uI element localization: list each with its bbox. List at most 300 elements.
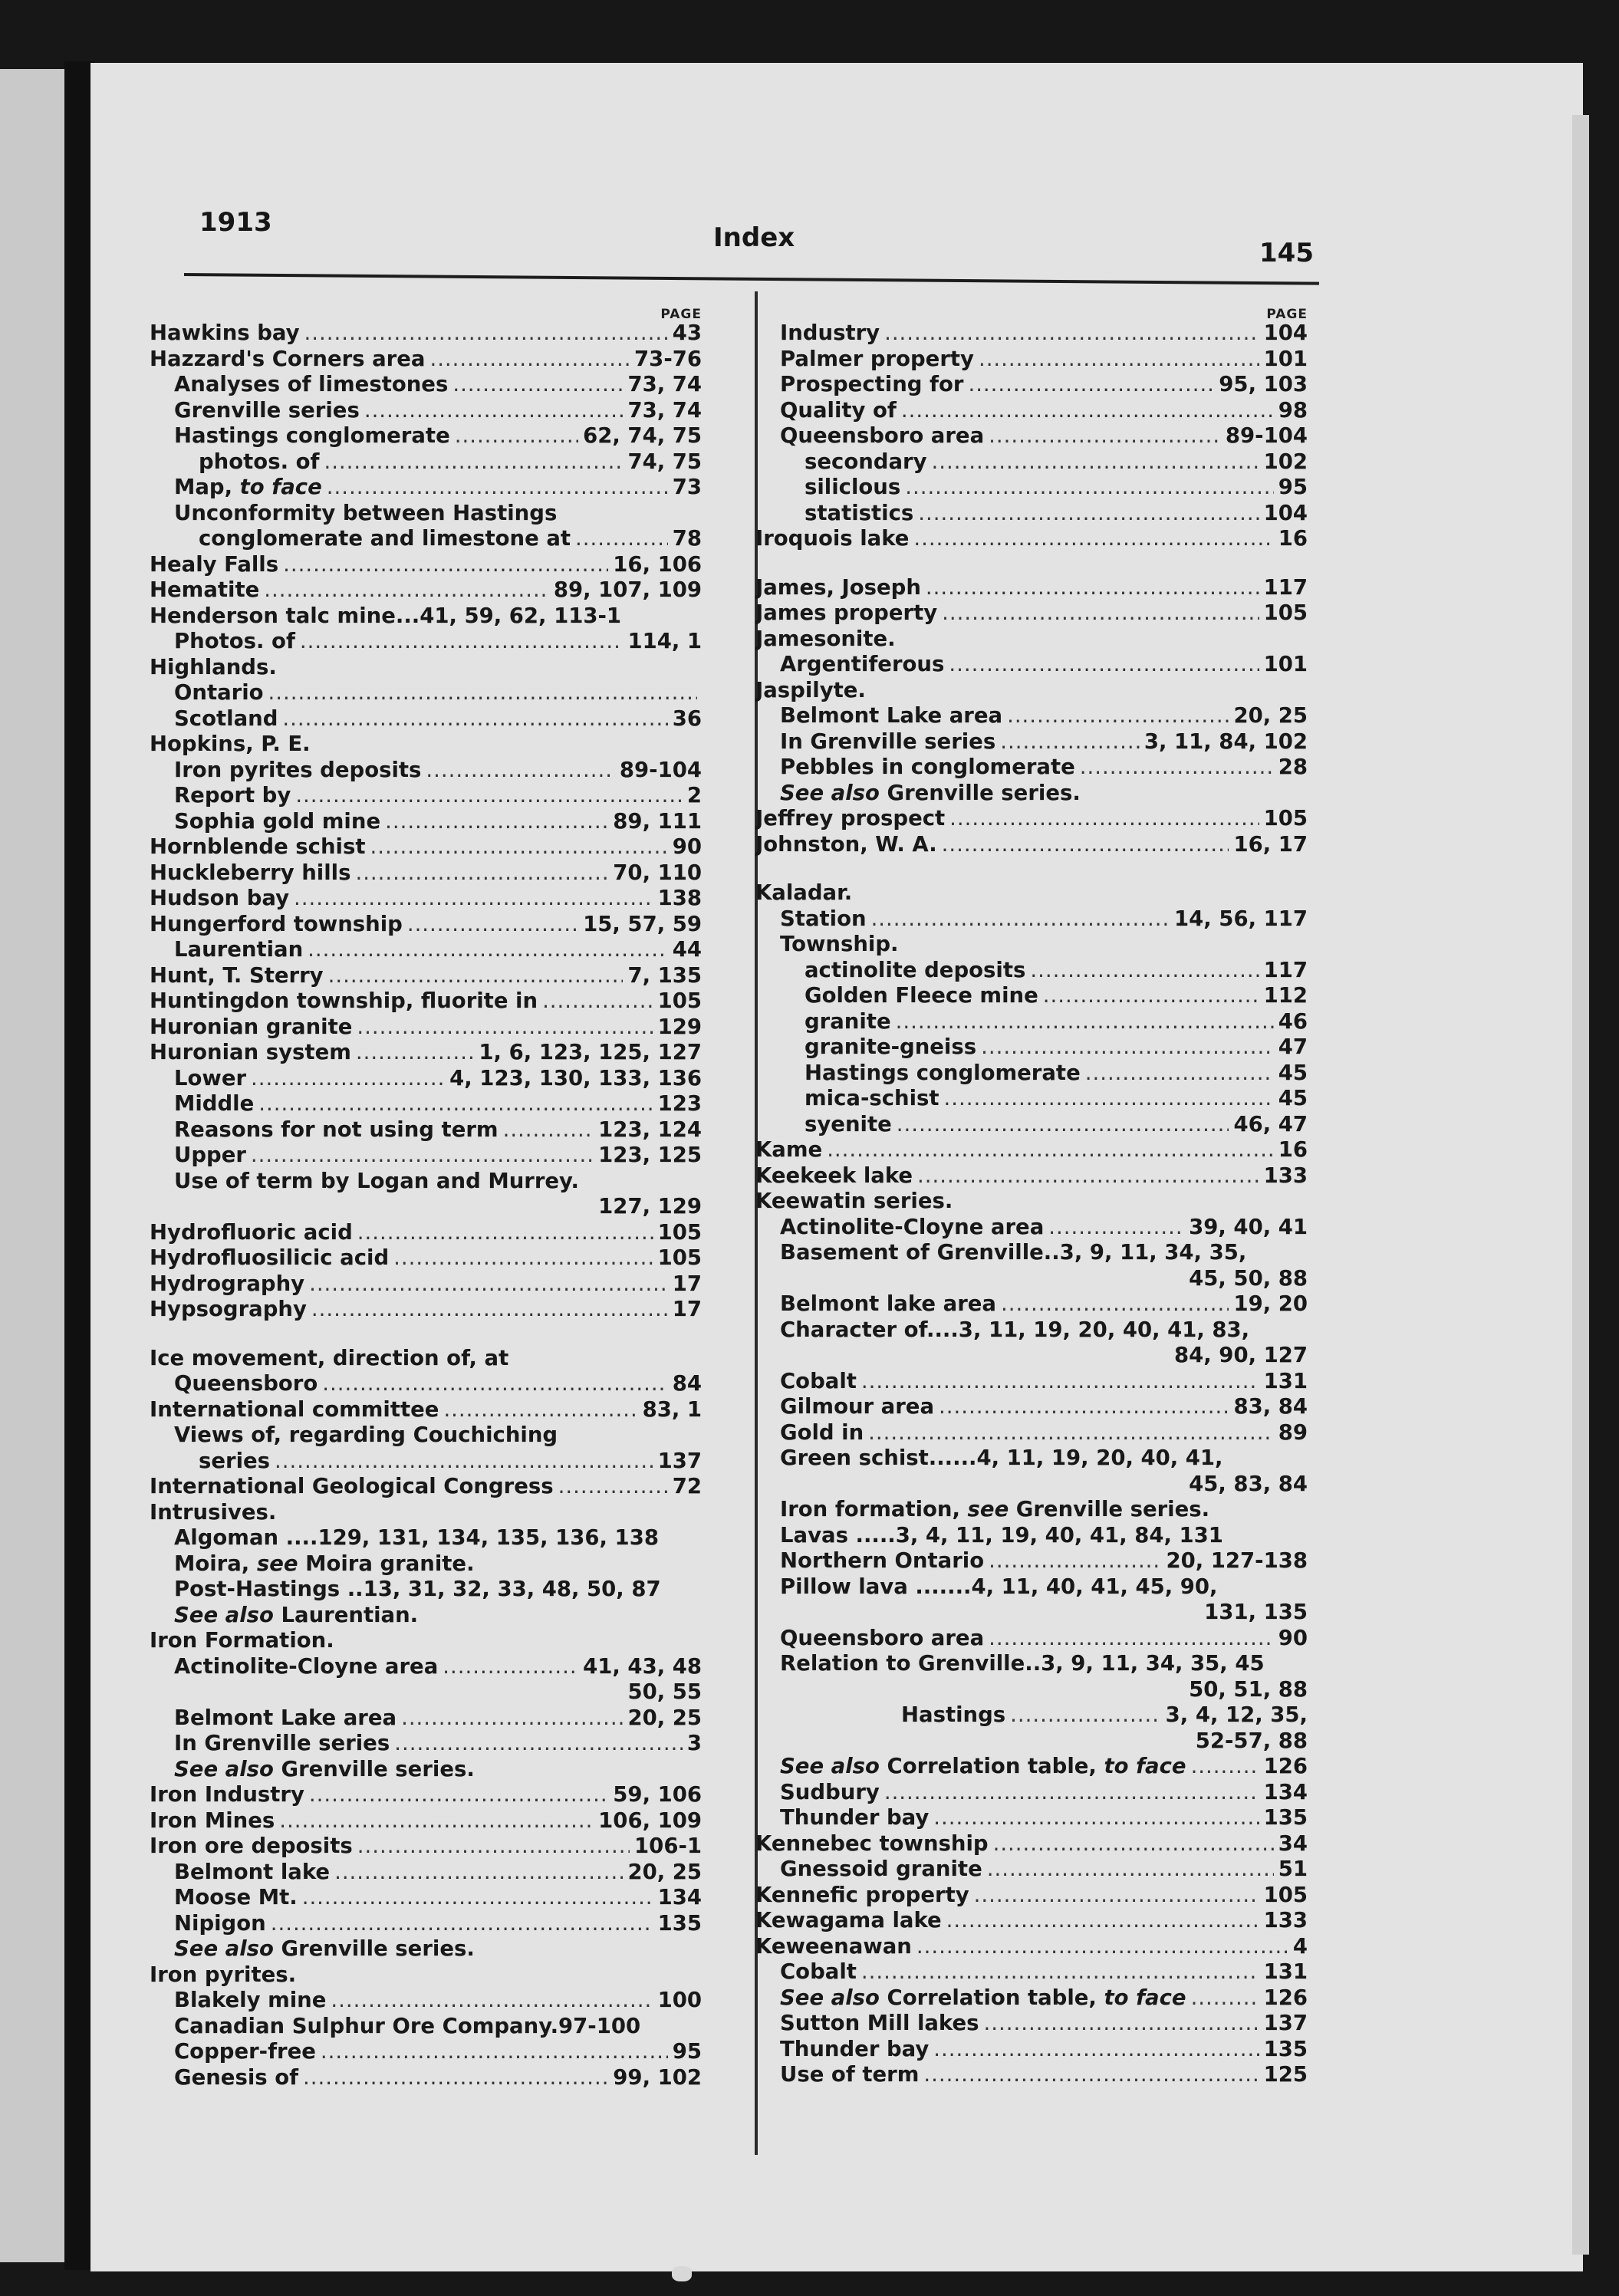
dot-leader bbox=[861, 1959, 1259, 1984]
entry-term bbox=[174, 629, 295, 653]
index-entry bbox=[755, 1086, 1308, 1112]
entry-term bbox=[150, 1271, 304, 1296]
index-entry bbox=[755, 1729, 1308, 1755]
entry-text: syenite bbox=[805, 1111, 892, 1136]
entry-text: Cobalt bbox=[780, 1959, 857, 1984]
dot-leader bbox=[357, 1220, 653, 1245]
entry-term bbox=[780, 321, 880, 345]
entry-term bbox=[755, 600, 937, 625]
dot-leader bbox=[304, 321, 668, 345]
entry-term bbox=[174, 1731, 390, 1755]
entry-pages: 3, 4, 12, 35, bbox=[1165, 1702, 1308, 1727]
entry-pages: 138 bbox=[657, 886, 702, 910]
entry-text: Gnessoid granite bbox=[780, 1857, 982, 1881]
entry-text: siliclous bbox=[805, 475, 901, 499]
index-entry bbox=[755, 1369, 1308, 1395]
entry-text: Correlation table, bbox=[887, 1754, 1097, 1778]
entry-term bbox=[755, 575, 921, 600]
dot-leader bbox=[264, 577, 549, 602]
entry-pages: 137 bbox=[1263, 2011, 1308, 2035]
entry-term bbox=[805, 1112, 892, 1136]
index-entry bbox=[755, 1574, 1308, 1600]
entry-text: Henderson talc mine...41, 59, 62, 113-1 bbox=[150, 603, 622, 628]
index-entry bbox=[150, 1397, 702, 1423]
entry-pages: 16, 106 bbox=[613, 551, 702, 577]
entry-text: series bbox=[199, 1448, 271, 1473]
index-entry bbox=[755, 1420, 1308, 1446]
entry-pages: 2 bbox=[686, 783, 702, 808]
entry-italic-prefix: See also bbox=[174, 1936, 274, 1961]
entry-term bbox=[199, 526, 571, 551]
index-entry bbox=[150, 629, 702, 655]
index-entry bbox=[755, 2037, 1308, 2063]
entry-term bbox=[780, 1369, 857, 1393]
index-entry bbox=[755, 1394, 1308, 1420]
dot-leader bbox=[932, 449, 1259, 474]
entry-term bbox=[150, 988, 538, 1013]
entry-term bbox=[780, 1215, 1044, 1239]
entry-term bbox=[755, 627, 896, 651]
entry-pages: 123 bbox=[657, 1091, 702, 1116]
entry-term bbox=[174, 1143, 246, 1167]
entry-term bbox=[805, 1035, 976, 1059]
index-entry bbox=[150, 1936, 702, 1962]
index-entry bbox=[150, 1757, 702, 1783]
entry-term bbox=[780, 1497, 1209, 1521]
entry-term bbox=[780, 423, 984, 448]
dot-leader bbox=[355, 860, 608, 885]
entry-pages: 106-1 bbox=[634, 1834, 702, 1858]
index-entry bbox=[150, 1066, 702, 1092]
entry-text: Canadian Sulphur Ore Company.97-100 bbox=[174, 2013, 641, 2038]
index-entry bbox=[150, 1015, 702, 1041]
entry-text: Industry bbox=[780, 321, 880, 345]
entry-text: Hazzard's Corners area bbox=[150, 346, 426, 371]
index-entry bbox=[755, 501, 1308, 527]
entry-pages: 89 bbox=[1278, 1419, 1308, 1445]
dot-leader bbox=[989, 1626, 1274, 1650]
dot-leader bbox=[282, 706, 667, 731]
index-entry bbox=[150, 2014, 702, 2040]
index-column-left bbox=[150, 307, 702, 2090]
entry-term bbox=[150, 577, 259, 602]
index-entry bbox=[755, 1934, 1308, 1960]
entry-text: Keweenawan bbox=[755, 1933, 912, 1959]
dot-leader bbox=[993, 1831, 1274, 1856]
dot-leader bbox=[357, 1015, 653, 1039]
dot-leader bbox=[309, 1271, 668, 1296]
entry-term bbox=[780, 1420, 864, 1445]
dot-leader bbox=[942, 600, 1259, 625]
entry-text-continued: Grenville series. bbox=[1015, 1497, 1210, 1521]
entry-text: In Grenville series bbox=[780, 729, 996, 754]
index-entry bbox=[755, 1754, 1308, 1780]
entry-text: Hudson bay bbox=[150, 886, 290, 910]
entry-text: Iron Mines bbox=[150, 1808, 275, 1833]
entry-term bbox=[174, 680, 264, 705]
entry-term bbox=[174, 2014, 640, 2038]
dot-leader bbox=[1080, 755, 1274, 779]
entry-text: Moose Mt. bbox=[174, 1885, 298, 1909]
index-entry bbox=[150, 449, 702, 475]
dot-leader bbox=[356, 1040, 475, 1064]
index-entry bbox=[150, 886, 702, 912]
entry-text: Iroquois lake bbox=[755, 526, 910, 551]
index-entry bbox=[755, 1883, 1308, 1909]
dot-leader bbox=[896, 1009, 1274, 1034]
entry-text: Johnston, W. A. bbox=[755, 831, 937, 857]
entry-pages: 95, 103 bbox=[1219, 372, 1308, 396]
entry-text: Nipigon bbox=[174, 1910, 266, 1936]
entry-text: Copper-free bbox=[174, 2039, 316, 2064]
page-column-label: PAGE bbox=[1266, 307, 1308, 322]
dot-leader bbox=[979, 347, 1259, 371]
entry-pages: 90 bbox=[1278, 1625, 1308, 1650]
entry-text: Laurentian. bbox=[281, 1602, 419, 1627]
dot-leader bbox=[905, 475, 1274, 499]
dot-leader bbox=[271, 1911, 653, 1936]
entry-text: Gilmour area bbox=[780, 1394, 935, 1419]
index-entry bbox=[755, 1908, 1308, 1934]
entry-pages: 89, 107, 109 bbox=[553, 577, 702, 602]
entry-term bbox=[150, 1782, 304, 1807]
dot-leader bbox=[916, 1934, 1288, 1959]
index-entry bbox=[150, 1346, 702, 1372]
entry-term bbox=[755, 1163, 913, 1188]
index-entry bbox=[755, 1472, 1308, 1498]
index-entry bbox=[150, 783, 702, 809]
entry-text: Iron Industry bbox=[150, 1782, 304, 1807]
entry-italic: to face bbox=[239, 475, 322, 499]
entry-text: Queensboro bbox=[174, 1371, 318, 1396]
entry-pages: 135 bbox=[657, 1910, 702, 1936]
entry-text: Hydrography bbox=[150, 1271, 305, 1296]
index-entry bbox=[755, 1137, 1308, 1163]
entry-pages: 105 bbox=[657, 1219, 702, 1245]
index-entry bbox=[755, 1677, 1308, 1703]
entry-text: Queensboro area bbox=[780, 1625, 985, 1650]
entry-term bbox=[150, 1397, 439, 1422]
entry-term bbox=[174, 1551, 475, 1576]
entry-pages: 84 bbox=[672, 1371, 702, 1396]
index-entry bbox=[150, 1911, 702, 1937]
dot-leader bbox=[426, 758, 615, 782]
entry-pages: 126 bbox=[1263, 1985, 1308, 2010]
entry-text: granite bbox=[805, 1008, 891, 1034]
index-entry bbox=[150, 1654, 702, 1680]
dot-leader bbox=[370, 834, 668, 859]
entry-list bbox=[755, 321, 1308, 2088]
dot-leader bbox=[302, 1885, 653, 1909]
entry-term bbox=[780, 906, 867, 931]
dot-leader bbox=[334, 1860, 623, 1884]
index-entry bbox=[755, 627, 1308, 653]
entry-term bbox=[174, 1117, 499, 1142]
entry-text: Iron pyrites deposits bbox=[174, 757, 422, 782]
dot-leader bbox=[324, 449, 623, 474]
entry-pages: 105 bbox=[1263, 600, 1308, 625]
index-entry bbox=[150, 1143, 702, 1169]
entry-text: statistics bbox=[805, 500, 914, 525]
entry-pages: 45, 83, 84 bbox=[1189, 1471, 1308, 1496]
entry-term bbox=[780, 372, 963, 396]
dot-leader bbox=[884, 321, 1259, 345]
entry-pages: 50, 55 bbox=[627, 1679, 702, 1704]
index-entry bbox=[755, 1548, 1308, 1574]
entry-pages: 14, 56, 117 bbox=[1174, 906, 1308, 931]
entry-text: Hastings conglomerate bbox=[805, 1060, 1081, 1085]
entry-italic-prefix: See also bbox=[174, 1602, 274, 1627]
index-entry bbox=[755, 1497, 1308, 1523]
index-entry bbox=[150, 912, 702, 938]
dot-leader bbox=[923, 2062, 1259, 2087]
index-entry bbox=[755, 1240, 1308, 1266]
index-entry bbox=[755, 806, 1308, 832]
entry-pages: 3, 11, 84, 102 bbox=[1144, 729, 1308, 754]
entry-text: Thunder bay bbox=[780, 2036, 930, 2061]
header-year: 1913 bbox=[199, 207, 272, 238]
entry-term bbox=[780, 1291, 996, 1316]
entry-text: Huronian system bbox=[150, 1040, 351, 1064]
dot-leader bbox=[949, 806, 1259, 831]
entry-text: Hungerford township bbox=[150, 911, 403, 936]
dot-leader bbox=[295, 783, 683, 808]
entry-term bbox=[780, 2062, 919, 2087]
index-entry bbox=[150, 1297, 702, 1323]
dot-leader bbox=[871, 906, 1170, 931]
entry-pages: 134 bbox=[657, 1885, 702, 1909]
index-entry bbox=[150, 372, 702, 398]
entry-pages: 34 bbox=[1278, 1831, 1308, 1856]
entry-pages: 15, 57, 59 bbox=[583, 911, 702, 936]
dot-leader bbox=[321, 2039, 668, 2064]
index-entry bbox=[150, 1679, 702, 1706]
entry-pages: 105 bbox=[657, 988, 702, 1013]
entry-text: Northern Ontario bbox=[780, 1548, 985, 1573]
entry-pages: 17 bbox=[672, 1297, 702, 1321]
entry-term bbox=[805, 958, 1025, 982]
entry-pages: 99, 102 bbox=[613, 2064, 702, 2090]
entry-text: Iron formation, bbox=[780, 1497, 960, 1521]
entry-pages: 4 bbox=[1292, 1933, 1308, 1959]
entry-term bbox=[901, 1702, 1005, 1727]
dot-leader bbox=[311, 1297, 668, 1321]
dot-leader bbox=[327, 475, 668, 499]
entry-term bbox=[174, 1911, 266, 1936]
entry-text: Upper bbox=[174, 1143, 246, 1167]
index-entry bbox=[150, 1271, 702, 1298]
entry-pages: 28 bbox=[1278, 755, 1308, 779]
index-entry bbox=[150, 423, 702, 449]
entry-text: secondary bbox=[805, 449, 927, 474]
entry-pages: 90 bbox=[672, 834, 702, 859]
index-entry bbox=[150, 1551, 702, 1577]
entry-text: Belmont Lake area bbox=[780, 703, 1003, 728]
entry-term bbox=[780, 1574, 1218, 1599]
entry-term bbox=[780, 398, 897, 423]
entry-pages: 7, 135 bbox=[627, 962, 702, 988]
index-entry bbox=[755, 1702, 1308, 1729]
index-entry bbox=[150, 1577, 702, 1603]
entry-text: Unconformity between Hastings bbox=[174, 500, 558, 525]
entry-term bbox=[174, 372, 448, 396]
entry-text: Belmont lake bbox=[174, 1859, 331, 1884]
dot-leader bbox=[861, 1369, 1259, 1393]
entry-term bbox=[780, 1857, 982, 1881]
entry-list bbox=[150, 321, 702, 2090]
dot-leader bbox=[933, 1805, 1259, 1830]
entry-pages: 105 bbox=[1263, 1882, 1308, 1907]
index-entry bbox=[150, 1962, 702, 1988]
entry-text: International committee bbox=[150, 1396, 439, 1422]
entry-text: Iron pyrites. bbox=[150, 1962, 297, 1987]
entry-term bbox=[780, 1754, 1186, 1778]
index-entry bbox=[755, 1600, 1308, 1626]
entry-pages: 98 bbox=[1278, 397, 1308, 423]
dot-leader bbox=[542, 988, 653, 1013]
entry-pages: 20, 127-138 bbox=[1166, 1548, 1308, 1573]
entry-term bbox=[755, 526, 909, 551]
entry-text: Sudbury bbox=[780, 1779, 880, 1804]
entry-term bbox=[174, 1936, 475, 1961]
entry-term bbox=[174, 1885, 298, 1909]
entry-term bbox=[150, 963, 324, 988]
entry-text: mica-schist bbox=[805, 1086, 939, 1110]
entry-term bbox=[174, 2039, 316, 2064]
entry-text: Pillow lava .......4, 11, 40, 41, 45, 90, bbox=[780, 1574, 1218, 1599]
entry-text: Reasons for not using term bbox=[174, 1117, 499, 1142]
entry-term bbox=[805, 983, 1038, 1008]
entry-text: Grenville series bbox=[174, 397, 360, 423]
entry-text: Ice movement, direction of, at bbox=[150, 1345, 509, 1370]
index-entry bbox=[150, 526, 702, 552]
entry-text: Grenville series. bbox=[281, 1756, 475, 1781]
dot-leader bbox=[946, 1908, 1259, 1933]
entry-term bbox=[780, 1985, 1186, 2010]
dot-leader bbox=[926, 575, 1259, 600]
entry-pages: 36 bbox=[672, 706, 702, 731]
entry-text: James, Joseph bbox=[755, 574, 921, 600]
index-entry bbox=[150, 1782, 702, 1808]
entry-term bbox=[150, 1015, 352, 1039]
entry-text: In Grenville series bbox=[174, 1731, 390, 1755]
index-entry bbox=[755, 652, 1308, 678]
entry-term bbox=[780, 1446, 1223, 1470]
entry-pages: 134 bbox=[1263, 1779, 1308, 1804]
entry-text: Hypsography bbox=[150, 1297, 307, 1321]
index-entry bbox=[150, 2039, 702, 2065]
entry-term bbox=[174, 475, 322, 499]
index-entry bbox=[755, 475, 1308, 501]
entry-pages: 46, 47 bbox=[1233, 1111, 1308, 1136]
entry-term bbox=[150, 1346, 508, 1370]
blank-line bbox=[755, 857, 1308, 880]
dot-leader bbox=[328, 963, 624, 988]
dot-leader bbox=[1191, 1754, 1259, 1778]
entry-text: Pebbles in conglomerate bbox=[780, 755, 1075, 779]
entry-text: Palmer property bbox=[780, 346, 974, 371]
dot-leader bbox=[974, 1883, 1259, 1907]
index-entry bbox=[150, 860, 702, 886]
entry-term bbox=[174, 1757, 475, 1781]
dot-leader bbox=[429, 347, 630, 371]
entry-term bbox=[150, 886, 289, 910]
entry-term bbox=[755, 1908, 942, 1933]
entry-term bbox=[780, 1805, 929, 1830]
entry-text: Station bbox=[780, 906, 867, 931]
entry-pages: 105 bbox=[1263, 806, 1308, 831]
index-entry bbox=[150, 1169, 702, 1195]
index-entry bbox=[755, 832, 1308, 858]
entry-term bbox=[805, 449, 927, 474]
entry-term bbox=[805, 501, 913, 525]
index-entry bbox=[755, 880, 1308, 906]
entry-pages: 83, 1 bbox=[642, 1396, 702, 1422]
dot-leader bbox=[309, 1782, 608, 1807]
entry-text: Argentiferous bbox=[780, 652, 945, 676]
dot-leader bbox=[968, 372, 1214, 396]
index-entry bbox=[150, 680, 702, 706]
entry-term bbox=[174, 1371, 318, 1396]
dot-leader bbox=[918, 501, 1259, 525]
entry-term bbox=[780, 1626, 984, 1650]
entry-pages: 44 bbox=[672, 937, 702, 962]
index-entry bbox=[755, 372, 1308, 398]
index-entry bbox=[150, 732, 702, 758]
entry-term bbox=[780, 932, 899, 956]
index-entry bbox=[150, 1731, 702, 1757]
entry-pages: 4, 123, 130, 133, 136 bbox=[449, 1065, 702, 1090]
dot-leader bbox=[949, 652, 1259, 676]
index-entry bbox=[150, 758, 702, 784]
entry-text: Keekeek lake bbox=[755, 1163, 913, 1188]
entry-term bbox=[805, 1061, 1081, 1085]
dot-leader bbox=[1000, 729, 1140, 754]
index-entry bbox=[755, 1035, 1308, 1061]
entry-pages: 117 bbox=[1263, 957, 1308, 982]
index-entry bbox=[755, 755, 1308, 781]
index-entry bbox=[755, 678, 1308, 704]
entry-pages: 133 bbox=[1263, 1908, 1308, 1933]
entry-text: Hematite bbox=[150, 577, 260, 602]
entry-text: Grenville series. bbox=[281, 1936, 475, 1961]
entry-italic: see bbox=[967, 1497, 1009, 1521]
entry-term bbox=[780, 729, 995, 754]
entry-term bbox=[174, 1066, 246, 1090]
entry-term bbox=[174, 2065, 298, 2090]
entry-term bbox=[755, 678, 866, 702]
entry-term bbox=[174, 783, 291, 808]
dot-leader bbox=[251, 1143, 594, 1167]
dot-leader bbox=[308, 937, 668, 962]
index-entry bbox=[755, 1780, 1308, 1806]
entry-text-continued: Moira granite. bbox=[305, 1551, 475, 1576]
dot-leader bbox=[275, 1449, 653, 1473]
dot-leader bbox=[1007, 703, 1229, 728]
entry-term bbox=[174, 423, 450, 448]
entry-pages: 73-76 bbox=[634, 346, 702, 371]
dot-leader bbox=[942, 832, 1229, 857]
dot-leader bbox=[827, 1137, 1274, 1162]
dot-leader bbox=[258, 1091, 653, 1116]
header-title: Index bbox=[713, 222, 795, 253]
entry-text: Kame bbox=[755, 1137, 823, 1162]
entry-term bbox=[805, 1009, 891, 1034]
entry-term bbox=[174, 1706, 397, 1730]
entry-term bbox=[755, 1189, 953, 1213]
entry-term bbox=[780, 703, 1002, 728]
entry-text: Jamesonite. bbox=[755, 626, 896, 651]
